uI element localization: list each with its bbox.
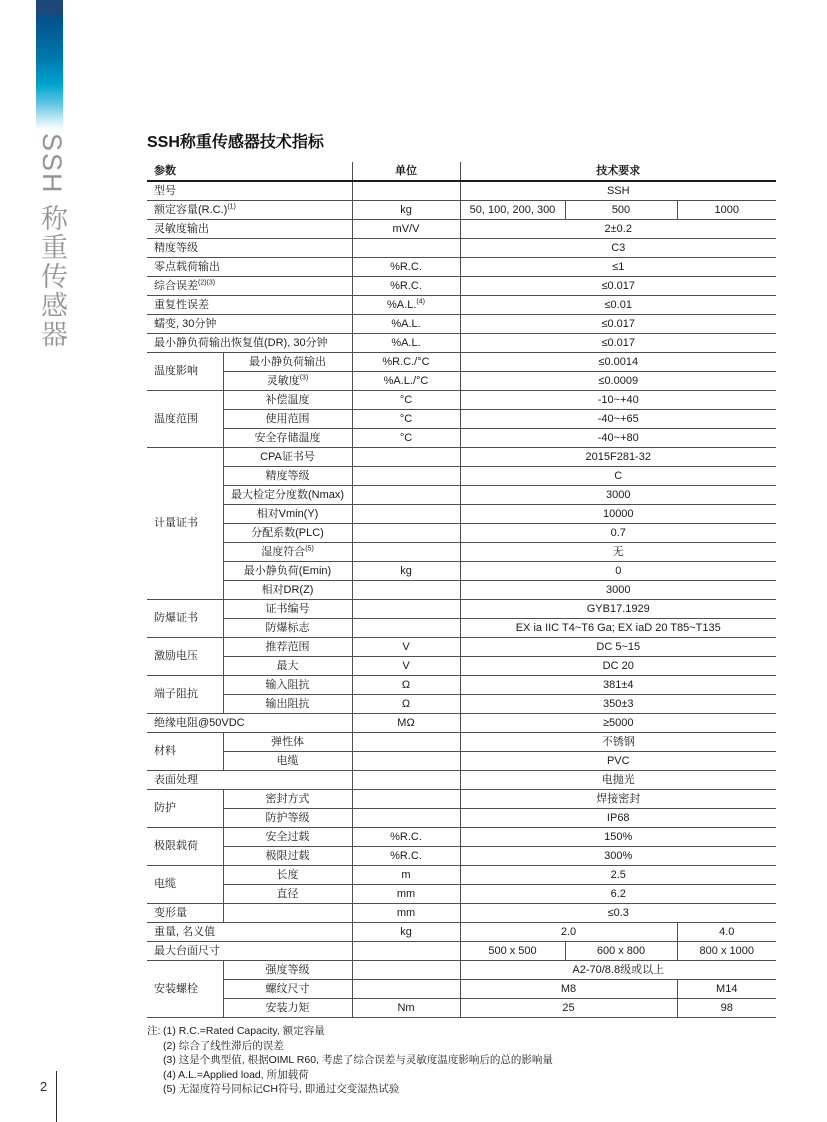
spec-row	[147, 410, 776, 429]
spec-subparam-label: 防爆标志	[223, 619, 352, 638]
spec-value-cell: 无	[460, 543, 776, 562]
sidebar-product-label: SSH 称重传感器	[37, 133, 67, 350]
spec-row	[147, 391, 776, 410]
spec-group-label: 电缆	[147, 866, 223, 904]
spec-subparam-label: 直径	[223, 885, 352, 904]
spec-value-cell: 500 x 500	[460, 942, 565, 961]
spec-row	[147, 980, 776, 999]
spec-value-cell: 不锈钢	[460, 733, 776, 752]
spec-row	[147, 999, 776, 1018]
spec-value-cell: 10000	[460, 505, 776, 524]
spec-unit-cell: Ω	[352, 676, 460, 695]
spec-group-label: 安装螺栓	[147, 961, 223, 1018]
spec-value-cell: C3	[460, 239, 776, 258]
spec-value-cell: ≥5000	[460, 714, 776, 733]
spec-row	[147, 600, 776, 619]
spec-value-cell: C	[460, 467, 776, 486]
spec-subparam-label: 证书编号	[223, 600, 352, 619]
spec-row	[147, 315, 776, 334]
spec-row	[147, 619, 776, 638]
spec-row	[147, 181, 776, 201]
spec-value-cell: 2.5	[460, 866, 776, 885]
spec-unit-cell	[352, 752, 460, 771]
spec-unit-cell: V	[352, 657, 460, 676]
spec-value-cell: 0	[460, 562, 776, 581]
spec-row	[147, 201, 776, 220]
spec-row	[147, 904, 776, 923]
footnote-superscript: (4)	[416, 297, 425, 305]
spec-unit-cell: mm	[352, 885, 460, 904]
spec-row	[147, 790, 776, 809]
spec-value-cell: 0.7	[460, 524, 776, 543]
spec-subparam-label: 湿度符合$^{(5)}$	[223, 543, 352, 562]
spec-unit-cell	[352, 771, 460, 790]
spec-row	[147, 467, 776, 486]
column-header: 参数	[147, 162, 352, 181]
spec-unit-cell	[352, 581, 460, 600]
spec-value-cell: 600 x 800	[565, 942, 677, 961]
spec-unit-cell	[352, 543, 460, 562]
spec-row	[147, 353, 776, 372]
spec-value-cell: 焊接密封	[460, 790, 776, 809]
spec-value-cell: -40~+80	[460, 429, 776, 448]
spec-unit-cell	[352, 961, 460, 980]
spec-subparam-label: 螺纹尺寸	[223, 980, 352, 999]
spec-unit-cell	[352, 524, 460, 543]
spec-unit-cell	[352, 486, 460, 505]
spec-param-label: 绝缘电阻@50VDC	[147, 714, 352, 733]
spec-unit-cell: °C	[352, 429, 460, 448]
spec-table-header	[147, 162, 776, 181]
spec-subparam-label: 相对DR(Z)	[223, 581, 352, 600]
spec-row	[147, 752, 776, 771]
spec-unit-cell: MΩ	[352, 714, 460, 733]
spec-row	[147, 505, 776, 524]
spec-unit-cell: %R.C.	[352, 847, 460, 866]
spec-group-label: 温度影响	[147, 353, 223, 391]
spec-group-label: 端子阻抗	[147, 676, 223, 714]
spec-unit-cell	[352, 790, 460, 809]
spec-value-cell: ≤1	[460, 258, 776, 277]
spec-subparam-label: 最小静负荷(Emin)	[223, 562, 352, 581]
spec-value-cell: ≤0.017	[460, 315, 776, 334]
spec-row	[147, 809, 776, 828]
spec-unit-cell: %R.C.	[352, 828, 460, 847]
spec-row	[147, 296, 776, 315]
column-header: 技术要求	[460, 162, 776, 181]
spec-value-cell: -10~+40	[460, 391, 776, 410]
spec-value-cell: 6.2	[460, 885, 776, 904]
spec-unit-cell	[352, 181, 460, 201]
spec-subparam-label: 输入阻抗	[223, 676, 352, 695]
spec-row	[147, 581, 776, 600]
spec-unit-cell: %R.C./°C	[352, 353, 460, 372]
spec-param-label: 零点载荷输出	[147, 258, 352, 277]
spec-row	[147, 657, 776, 676]
spec-unit-cell: Nm	[352, 999, 460, 1018]
spec-unit-cell: mm	[352, 904, 460, 923]
spec-unit-cell	[352, 942, 460, 961]
footnote-superscript: (5)	[305, 544, 314, 552]
spec-unit-cell	[352, 600, 460, 619]
spec-unit-cell: %A.L.$^{(4)}$	[352, 296, 460, 315]
spec-value-cell: 4.0	[677, 923, 776, 942]
spec-value-cell: 2±0.2	[460, 220, 776, 239]
spec-row	[147, 562, 776, 581]
gradient-accent-bar	[36, 0, 63, 130]
spec-row	[147, 942, 776, 961]
spec-row	[147, 220, 776, 239]
spec-value-cell: 3000	[460, 581, 776, 600]
spec-param-label: 灵敏度输出	[147, 220, 352, 239]
spec-unit-cell	[352, 505, 460, 524]
spec-unit-cell: mV/V	[352, 220, 460, 239]
spec-value-cell: -40~+65	[460, 410, 776, 429]
spec-row	[147, 866, 776, 885]
spec-unit-cell: %R.C.	[352, 258, 460, 277]
spec-row	[147, 258, 776, 277]
footnote-superscript: (1)	[227, 202, 236, 210]
spec-value-cell: 2.0	[460, 923, 677, 942]
spec-row	[147, 961, 776, 980]
spec-unit-cell: kg	[352, 923, 460, 942]
footnote-line: (5) 无湿度符号同标记CH符号, 即通过交变湿热试验	[163, 1083, 400, 1095]
spec-subparam-label: 最大检定分度数(Nmax)	[223, 486, 352, 505]
spec-unit-cell: °C	[352, 410, 460, 429]
spec-param-label: 表面处理	[147, 771, 352, 790]
spec-row	[147, 885, 776, 904]
spec-unit-cell: kg	[352, 201, 460, 220]
spec-value-cell: DC 20	[460, 657, 776, 676]
spec-unit-cell: °C	[352, 391, 460, 410]
spec-unit-cell: V	[352, 638, 460, 657]
spec-subparam-label	[223, 904, 352, 923]
spec-row	[147, 695, 776, 714]
footnote-items	[163, 1024, 553, 1097]
spec-value-cell: 2015F281-32	[460, 448, 776, 467]
spec-subparam-label: 电缆	[223, 752, 352, 771]
spec-unit-cell: kg	[352, 562, 460, 581]
spec-value-cell: ≤0.017	[460, 277, 776, 296]
spec-subparam-label: 长度	[223, 866, 352, 885]
spec-row	[147, 638, 776, 657]
spec-row	[147, 277, 776, 296]
spec-subparam-label: 推荐范围	[223, 638, 352, 657]
spec-unit-cell: %A.L.	[352, 334, 460, 353]
spec-group-label: 温度范围	[147, 391, 223, 448]
spec-value-cell: 300%	[460, 847, 776, 866]
spec-param-label: 重复性误差	[147, 296, 352, 315]
spec-value-cell: 500	[565, 201, 677, 220]
spec-table-body	[147, 181, 776, 1018]
spec-value-cell: GYB17.1929	[460, 600, 776, 619]
spec-value-cell: 50, 100, 200, 300	[460, 201, 565, 220]
spec-subparam-label: 安全过载	[223, 828, 352, 847]
spec-unit-cell	[352, 239, 460, 258]
spec-value-cell: SSH	[460, 181, 776, 201]
spec-row	[147, 923, 776, 942]
footnote-superscript: (3)	[299, 373, 309, 381]
spec-value-cell: 98	[677, 999, 776, 1018]
spec-subparam-label: 最大	[223, 657, 352, 676]
spec-subparam-label: 最小静负荷输出	[223, 353, 352, 372]
spec-value-cell: EX ia IIC T4~T6 Ga; EX iaD 20 T85~T135	[460, 619, 776, 638]
spec-param-label: 蠕变, 30分钟	[147, 315, 352, 334]
footnote-line: (2) 综合了线性滞后的误差	[163, 1039, 284, 1052]
spec-row	[147, 524, 776, 543]
spec-row	[147, 771, 776, 790]
spec-row	[147, 714, 776, 733]
content-area	[147, 129, 797, 1097]
spec-value-cell: M14	[677, 980, 776, 999]
spec-group-label: 防爆证书	[147, 600, 223, 638]
spec-value-cell: 800 x 1000	[677, 942, 776, 961]
spec-subparam-label: 安全存储温度	[223, 429, 352, 448]
spec-value-cell: 350±3	[460, 695, 776, 714]
spec-value-cell: M8	[460, 980, 677, 999]
spec-unit-cell	[352, 448, 460, 467]
spec-row	[147, 543, 776, 562]
spec-value-cell: 电抛光	[460, 771, 776, 790]
spec-row	[147, 239, 776, 258]
spec-unit-cell: Ω	[352, 695, 460, 714]
spec-value-cell: 3000	[460, 486, 776, 505]
spec-param-label: 精度等级	[147, 239, 352, 258]
spec-subparam-label: 极限过载	[223, 847, 352, 866]
spec-row	[147, 334, 776, 353]
header-row	[147, 162, 776, 181]
footnote-label: 注:	[147, 1025, 161, 1037]
spec-group-label: 极限载荷	[147, 828, 223, 866]
spec-row	[147, 847, 776, 866]
spec-param-label: 综合误差$^{(2)(3)}$	[147, 277, 352, 296]
spec-value-cell: ≤0.017	[460, 334, 776, 353]
spec-subparam-label: 补偿温度	[223, 391, 352, 410]
spec-value-cell: 150%	[460, 828, 776, 847]
spec-value-cell: ≤0.0014	[460, 353, 776, 372]
spec-subparam-label: 防护等级	[223, 809, 352, 828]
spec-group-label: 材料	[147, 733, 223, 771]
spec-value-cell: ≤0.01	[460, 296, 776, 315]
spec-value-cell: 1000	[677, 201, 776, 220]
spec-value-cell: ≤0.0009	[460, 372, 776, 391]
spec-row	[147, 486, 776, 505]
spec-unit-cell	[352, 733, 460, 752]
spec-group-label: 变形量	[147, 904, 223, 923]
spec-table	[147, 162, 776, 1018]
spec-subparam-label: CPA证书号	[223, 448, 352, 467]
spec-unit-cell	[352, 619, 460, 638]
spec-unit-cell	[352, 809, 460, 828]
spec-value-cell: 25	[460, 999, 677, 1018]
spec-param-label: 重量, 名义值	[147, 923, 352, 942]
spec-value-cell: ≤0.3	[460, 904, 776, 923]
spec-group-label: 防护	[147, 790, 223, 828]
page-number-rule	[56, 1071, 57, 1122]
spec-group-label: 计量证书	[147, 448, 223, 600]
spec-param-label: 型号	[147, 181, 352, 201]
spec-subparam-label: 精度等级	[223, 467, 352, 486]
spec-row	[147, 676, 776, 695]
column-header: 单位	[352, 162, 460, 181]
spec-param-label: 额定容量$(R.C.)^{(1)}$	[147, 201, 352, 220]
spec-param-label: 最小静负荷输出恢复值(DR), 30分钟	[147, 334, 352, 353]
spec-value-cell: IP68	[460, 809, 776, 828]
spec-subparam-label: 灵敏度$^{(3)}$	[223, 372, 352, 391]
spec-row	[147, 372, 776, 391]
spec-unit-cell: %R.C.	[352, 277, 460, 296]
spec-value-cell: DC 5~15	[460, 638, 776, 657]
spec-row	[147, 828, 776, 847]
spec-subparam-label: 弹性体	[223, 733, 352, 752]
spec-param-label: 最大台面尺寸	[147, 942, 352, 961]
footnotes	[147, 1024, 797, 1097]
spec-subparam-label: 密封方式	[223, 790, 352, 809]
spec-row	[147, 448, 776, 467]
spec-unit-cell: m	[352, 866, 460, 885]
spec-row	[147, 429, 776, 448]
spec-value-cell: 381±4	[460, 676, 776, 695]
spec-unit-cell	[352, 980, 460, 999]
spec-subparam-label: 强度等级	[223, 961, 352, 980]
footnote-line: (4) A.L.=Applied load, 所加载荷	[163, 1068, 309, 1081]
spec-value-cell: PVC	[460, 752, 776, 771]
spec-row	[147, 733, 776, 752]
footnote-line: (1) R.C.=Rated Capacity, 额定容量	[163, 1025, 325, 1037]
spec-subparam-label: 分配系数(PLC)	[223, 524, 352, 543]
spec-subparam-label: 使用范围	[223, 410, 352, 429]
spec-unit-cell	[352, 467, 460, 486]
footnote-line: (3) 这是个典型值, 根据OIML R60, 考虑了综合误差与灵敏度温度影响后的总的影响量	[163, 1054, 553, 1066]
page-title: SSH称重传感器技术指标	[147, 134, 324, 151]
spec-value-cell: A2-70/8.8级或以上	[460, 961, 776, 980]
spec-group-label: 激励电压	[147, 638, 223, 676]
spec-subparam-label: 相对Vmin(Y)	[223, 505, 352, 524]
spec-subparam-label: 安装力矩	[223, 999, 352, 1018]
spec-unit-cell: %A.L.	[352, 315, 460, 334]
footnote-superscript: (2)(3)	[198, 278, 216, 286]
spec-subparam-label: 输出阻抗	[223, 695, 352, 714]
page-number: 2	[40, 1079, 48, 1094]
spec-unit-cell: %A.L./°C	[352, 372, 460, 391]
